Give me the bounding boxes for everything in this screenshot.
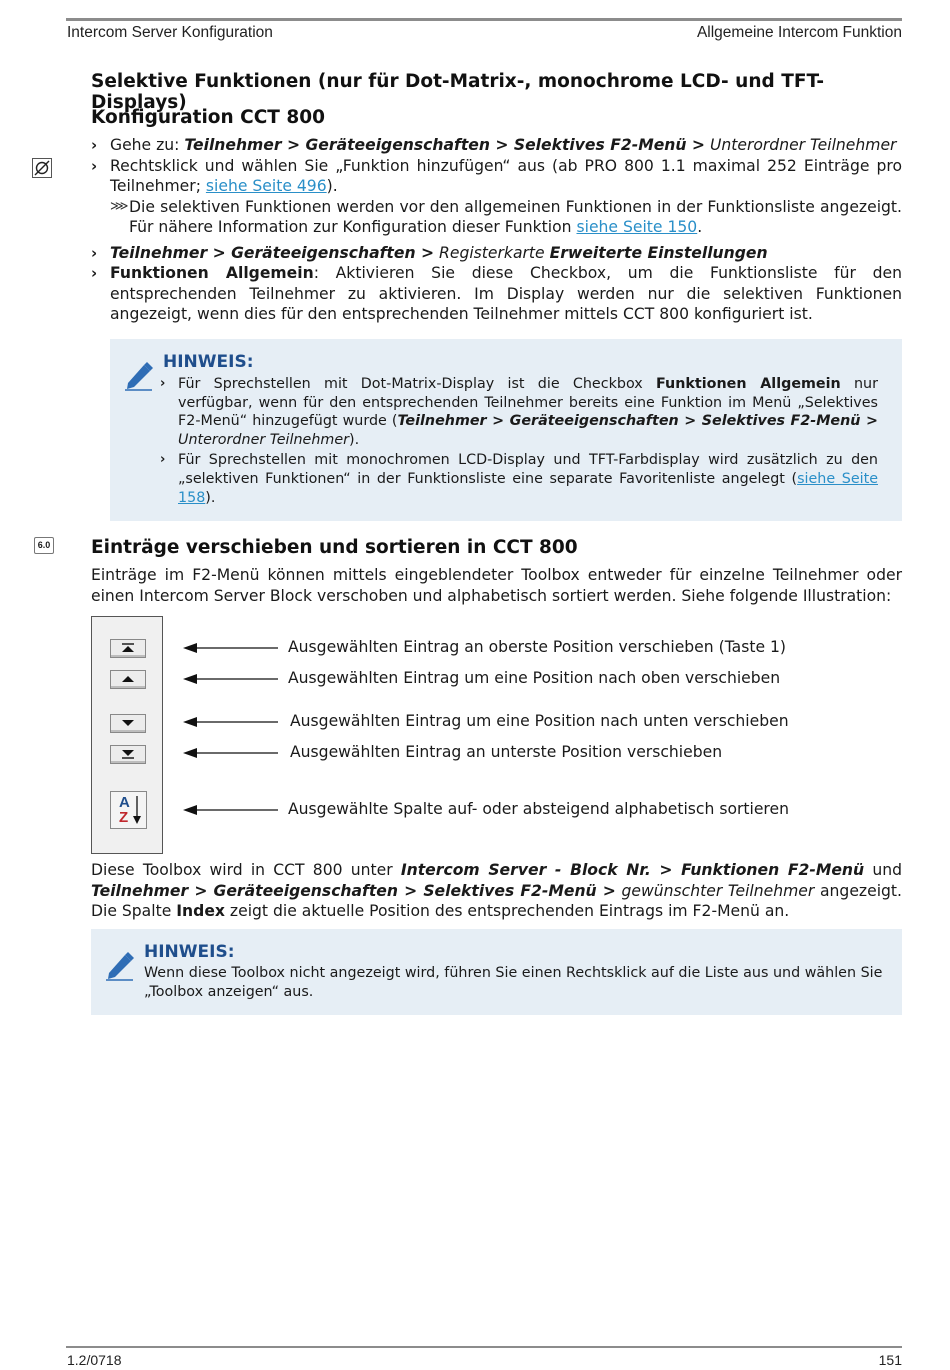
sort-arrow: [132, 795, 142, 825]
step-tab: › Teilnehmer > Geräteeigenschaften > Registerkarte Erweiterte Einstellungen: [91, 243, 768, 262]
link-page-158[interactable]: siehe Seite 158: [178, 470, 878, 506]
pencil-icon: [105, 949, 135, 981]
header-rule: [66, 18, 902, 21]
page-number: 151: [878, 1352, 902, 1368]
footer-version: 1.2/0718: [67, 1352, 122, 1368]
sort-letter-z: Z: [119, 809, 129, 826]
header-left: Intercom Server Konfiguration: [67, 24, 273, 41]
header-right: Allgemeine Intercom Funktion: [696, 24, 902, 41]
note-box: [110, 339, 902, 521]
arrow-left-icon: [183, 714, 279, 730]
move-down-icon: [111, 715, 145, 732]
sort-az-button[interactable]: [110, 791, 147, 829]
note-title: HINWEIS:: [163, 352, 254, 372]
arrow-left-icon: [183, 802, 279, 818]
section2-intro: Einträge im F2-Menü können mittels eingeblendeter Toolbox entweder für einzelne Teilnehmer oder einen Intercom Server Block verschoben und alphabetisch sortiert werden. Siehe folgende Illustration:: [91, 566, 902, 605]
step-checkbox: › Funktionen Allgemein: Aktivieren Sie diese Checkbox, um die Funktionsliste für den entsprechenden Teilnehmer zu aktivieren. Im Display werden nur die selektiven Funktionen angezeigt, wenn dies für den entsprechenden Teilnehmer mittels CCT 800 konfiguriert ist.: [91, 264, 903, 323]
section-subtitle: Konfiguration CCT 800: [91, 107, 325, 128]
move-bottom-button[interactable]: [110, 745, 146, 764]
pencil-icon: [124, 359, 154, 391]
arrow-left-icon: [183, 671, 279, 687]
section-title: Selektive Funktionen (nur für Dot-Matrix-, monochrome LCD- und TFT-Displays): [91, 71, 825, 113]
section2-title: Einträge verschieben und sortieren in CCT 800: [91, 537, 578, 558]
toolbox-panel: [91, 616, 163, 854]
link-page-496[interactable]: siehe Seite 496: [205, 177, 327, 195]
note-item: › Für Sprechstellen mit monochromen LCD-Display und TFT-Farbdisplay wird zusätzlich zu den „selektiven Funktionen“ in der Funktionsliste eine separate Favoritenliste angelegt (siehe Seite 158).: [160, 452, 878, 506]
result-note: ⋙ Die selektiven Funktionen werden vor den allgemeinen Funktionen in der Funktionsliste angezeigt. Für nähere Information zur Konfiguration dieser Funktion siehe Seite 150.: [110, 197, 902, 236]
footer-rule: [66, 1346, 902, 1348]
move-up-icon: [111, 671, 145, 688]
note-text: Wenn diese Toolbox nicht angezeigt wird, führen Sie einen Rechtsklick auf die Liste aus und wählen Sie „Toolbox anzeigen“ aus.: [144, 965, 883, 1000]
note-item: › Für Sprechstellen mit Dot-Matrix-Display ist die Checkbox Funktionen Allgemein nur verfügbar, wenn für den entsprechenden Teilnehmer bereits eine Funktion im Menü „Selektives F2-Menü“ hinzugefügt wurde (Teilnehmer > Geräteeigenschaften > Selektives F2-Menü > Unterordner Teilnehmer).: [160, 376, 878, 448]
move-top-icon: [111, 640, 145, 657]
step-rightclick: › Rechtsklick und wählen Sie „Funktion hinzufügen“ aus (ab PRO 800 1.1 maximal 252 Einträge pro Teilnehmer; siehe Seite 496).: [91, 156, 902, 195]
version-badge: 6.0: [34, 537, 54, 554]
arrow-left-icon: [183, 745, 279, 761]
move-up-button[interactable]: [110, 670, 146, 689]
note-title: HINWEIS:: [144, 942, 235, 962]
sort-letter-a: A: [119, 794, 130, 811]
link-page-150[interactable]: siehe Seite 150: [576, 218, 698, 236]
step-goto: › Gehe zu: Teilnehmer > Geräteeigenschaften > Selektives F2-Menü > Unterordner Teilnehmer: [91, 136, 897, 154]
move-bottom-icon: [111, 746, 145, 763]
move-down-button[interactable]: [110, 714, 146, 733]
not-applicable-icon: [32, 158, 52, 178]
move-top-button[interactable]: [110, 639, 146, 658]
toolbox-description: Diese Toolbox wird in CCT 800 unter Intercom Server - Block Nr. > Funktionen F2-Menü und Teilnehmer > Geräteeigenschaften > Selektives F2-Menü > gewünschter Teilnehmer angezeigt. Die Spalte Index zeigt die aktuelle Position des entsprechenden Eintrags im F2-Menü an.: [91, 861, 903, 920]
arrow-left-icon: [183, 640, 279, 656]
sort-az-icon: [111, 792, 146, 828]
note-box-2: [91, 929, 902, 1015]
